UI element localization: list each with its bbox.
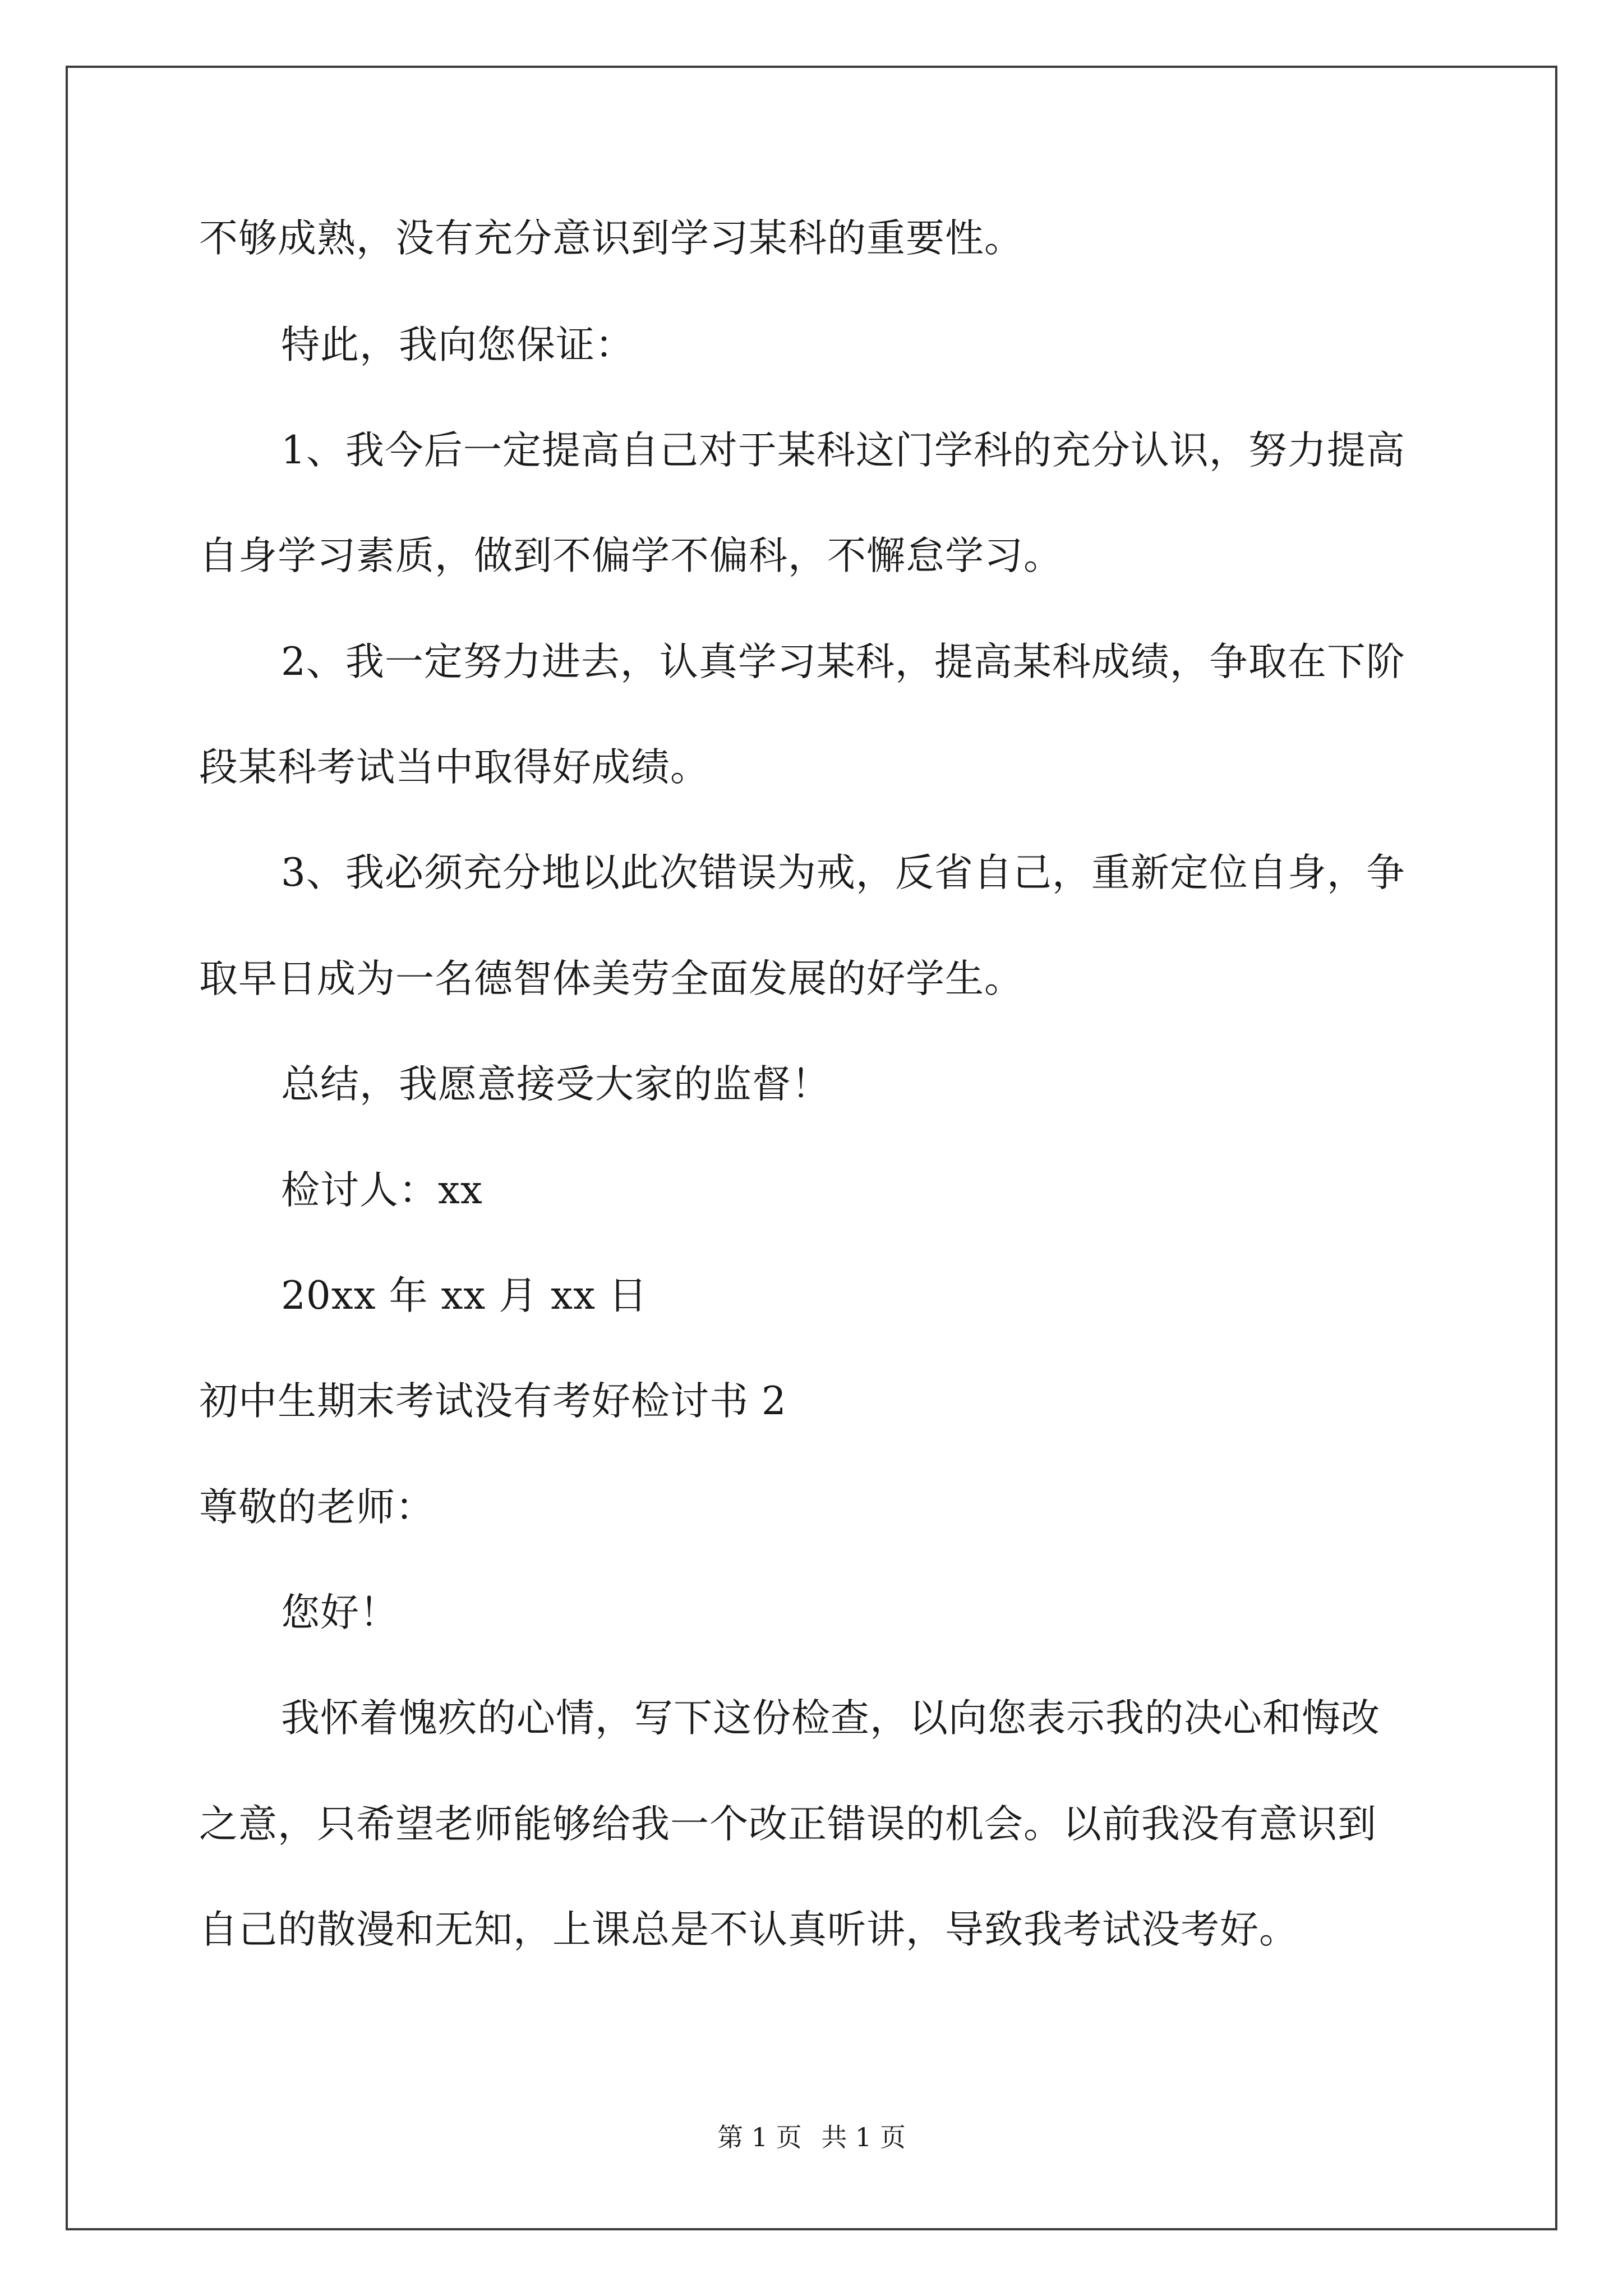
- text-line-9: 总结，我愿意接受大家的监督！: [281, 1062, 831, 1107]
- section-title: 初中生期末考试没有考好检讨书 2: [199, 1379, 787, 1424]
- page-number: 第 1 页: [717, 2122, 802, 2152]
- salutation: 尊敬的老师：: [199, 1485, 435, 1530]
- text-line-7: 3、我必须充分地以此次错误为戒，反省自己，重新定位自身，争: [281, 850, 1405, 895]
- text-line-8: 取早日成为一名德智体美劳全面发展的好学生。: [199, 956, 1023, 1001]
- page-footer: [0, 2120, 1623, 2154]
- page-total: 共 1 页: [821, 2122, 906, 2152]
- text-line-1: 不够成熟，没有充分意识到学习某科的重要性。: [199, 216, 1023, 261]
- text-line-2: 特此，我向您保证：: [281, 323, 634, 367]
- text-line-15: 我怀着愧疚的心情，写下这份检查，以向您表示我的决心和悔改: [281, 1696, 1380, 1741]
- signature-line: 检讨人：xx: [281, 1168, 483, 1213]
- text-line-3: 1、我今后一定提高自己对于某科这门学科的充分认识，努力提高: [281, 428, 1405, 473]
- text-line-5: 2、我一定努力进去，认真学习某科，提高某科成绩，争取在下阶: [281, 639, 1405, 684]
- greeting: 您好！: [281, 1590, 399, 1635]
- text-line-6: 段某科考试当中取得好成绩。: [199, 745, 709, 790]
- date-line: 20xx 年 xx 月 xx 日: [281, 1273, 648, 1318]
- text-line-4: 自身学习素质，做到不偏学不偏科，不懈怠学习。: [199, 533, 1063, 578]
- text-line-17: 自己的散漫和无知，上课总是不认真听讲，导致我考试没考好。: [199, 1907, 1298, 1952]
- text-line-16: 之意，只希望老师能够给我一个改正错误的机会。以前我没有意识到: [199, 1802, 1377, 1847]
